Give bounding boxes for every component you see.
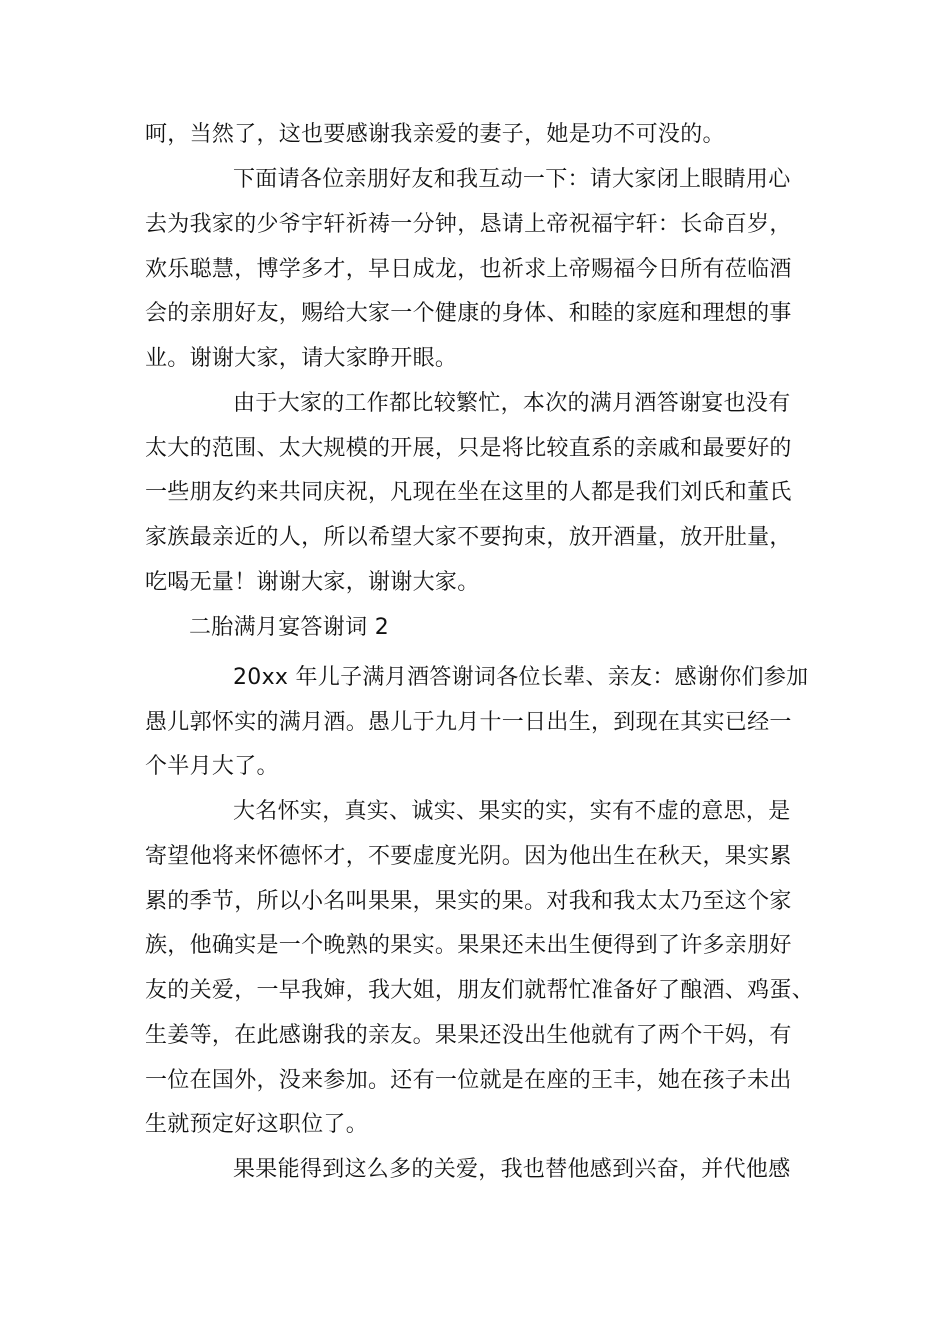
paragraph-line: 欢乐聪慧，博学多才，早日成龙，也祈求上帝赐福今日所有莅临酒 [145, 257, 792, 282]
paragraph-line: 家族最亲近的人，所以希望大家不要拘束，放开酒量，放开肚量， [145, 525, 792, 550]
paragraph-line: 一些朋友约来共同庆祝，凡现在坐在这里的人都是我们刘氏和董氏 [145, 480, 792, 505]
paragraph-line: 吃喝无量！谢谢大家，谢谢大家。 [145, 570, 480, 595]
paragraph-line: 个半月大了。 [145, 754, 279, 779]
section-heading: 二胎满月宴答谢词 2 [189, 615, 389, 640]
paragraph-line: 20xx 年儿子满月酒答谢词各位长辈、亲友：感谢你们参加 [233, 665, 809, 690]
paragraph-line: 友的关爱，一早我婶，我大姐，朋友们就帮忙准备好了酿酒、鸡蛋、 [145, 978, 815, 1003]
paragraph-line: 果果能得到这么多的关爱，我也替他感到兴奋，并代他感 [233, 1157, 791, 1182]
paragraph-line: 由于大家的工作都比较繁忙，本次的满月酒答谢宴也没有 [233, 391, 791, 416]
paragraph-line: 会的亲朋好友，赐给大家一个健康的身体、和睦的家庭和理想的事 [145, 301, 792, 326]
paragraph-line: 族，他确实是一个晚熟的果实。果果还未出生便得到了许多亲朋好 [145, 933, 792, 958]
paragraph-line: 生姜等，在此感谢我的亲友。果果还没出生他就有了两个干妈，有 [145, 1023, 792, 1048]
paragraph-line: 大名怀实，真实、诚实、果实的实，实有不虚的意思，是 [233, 799, 791, 824]
paragraph-line: 生就预定好这职位了。 [145, 1112, 369, 1137]
paragraph-line: 呵，当然了，这也要感谢我亲爱的妻子，她是功不可没的。 [145, 122, 725, 147]
paragraph-line: 愚儿郭怀实的满月酒。愚儿于九月十一日出生，到现在其实已经一 [145, 710, 792, 735]
paragraph-line: 累的季节，所以小名叫果果，果实的果。对我和我太太乃至这个家 [145, 889, 792, 914]
paragraph-line: 寄望他将来怀德怀才，不要虚度光阴。因为他出生在秋天，果实累 [145, 844, 792, 869]
paragraph-line: 一位在国外，没来参加。还有一位就是在座的王丰，她在孩子未出 [145, 1068, 792, 1093]
paragraph-line: 业。谢谢大家，请大家睁开眼。 [145, 346, 458, 371]
paragraph-line: 去为我家的少爷宇轩祈祷一分钟，恳请上帝祝福宇轩：长命百岁， [145, 212, 792, 237]
paragraph-line: 太大的范围、太大规模的开展，只是将比较直系的亲戚和最要好的 [145, 436, 792, 461]
paragraph-line: 下面请各位亲朋好友和我互动一下：请大家闭上眼睛用心 [233, 167, 791, 192]
